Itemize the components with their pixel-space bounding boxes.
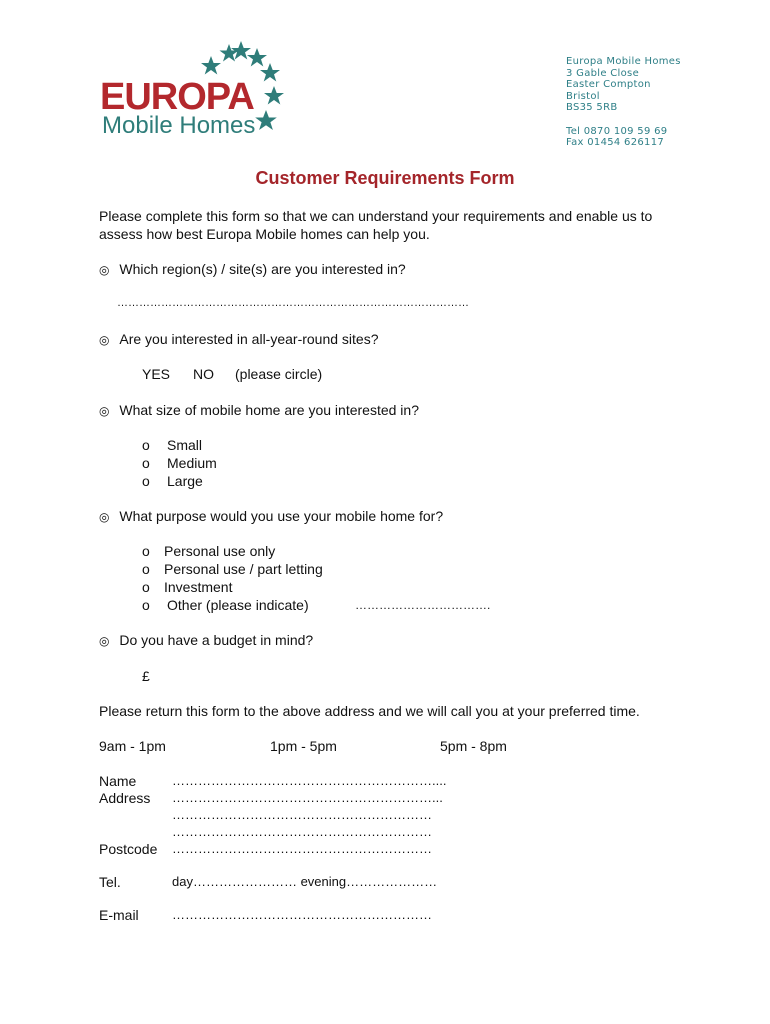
bullet-icon: ◎	[99, 263, 110, 277]
question-2-text: Are you interested in all-year-round sites?	[119, 331, 379, 347]
intro-text-2: assess how best Europa Mobile homes can help you.	[99, 226, 430, 242]
address-label: Address	[99, 790, 151, 806]
address-line: Bristol	[566, 90, 600, 102]
form-title: Customer Requirements Form	[255, 168, 515, 188]
question-3	[99, 401, 419, 420]
return-instructions: Please return this form to the above address and we will call you at your preferred time.	[99, 703, 640, 719]
tel-label: Tel.	[99, 874, 121, 890]
size-option-medium[interactable]: Medium	[167, 455, 217, 471]
purpose-option-investment[interactable]: Investment	[164, 579, 233, 595]
bullet-icon: ◎	[99, 634, 110, 648]
time-option-evening[interactable]: 5pm - 8pm	[440, 738, 507, 754]
name-field[interactable]: ……………………………………………………....	[172, 773, 447, 788]
sub-bullet-icon: o	[142, 455, 150, 471]
logo-word: EUROPA	[100, 76, 254, 118]
postcode-field[interactable]: ……………………………………………………	[172, 841, 432, 856]
question-4	[99, 507, 443, 526]
question-1-text: Which region(s) / site(s) are you interested in?	[119, 261, 406, 277]
address-line: Easter Compton	[566, 79, 651, 91]
address-line: 3 Gable Close	[566, 67, 640, 79]
region-answer-line[interactable]: ……………………………………………………………………………………	[117, 297, 469, 309]
option-yes[interactable]: YES	[142, 366, 171, 382]
question-4-text: What purpose would you use your mobile home for?	[119, 508, 444, 524]
circle-hint: (please circle)	[235, 366, 323, 382]
name-label: Name	[99, 773, 137, 789]
sub-bullet-icon: o	[142, 561, 150, 577]
tel-field[interactable]: day…………………… evening…………………	[172, 874, 438, 889]
address-field-3[interactable]: ……………………………………………………	[172, 824, 432, 839]
purpose-option-part-letting[interactable]: Personal use / part letting	[164, 561, 323, 577]
email-field[interactable]: ……………………………………………………	[172, 907, 432, 922]
question-1	[99, 260, 406, 279]
sub-bullet-icon: o	[142, 579, 150, 595]
bullet-icon: ◎	[99, 404, 110, 418]
address-line: Europa Mobile Homes	[566, 56, 681, 67]
other-answer-line[interactable]: …………………………….	[355, 598, 491, 612]
company-address	[566, 56, 681, 149]
email-label: E-mail	[99, 907, 139, 923]
address-field-2[interactable]: ……………………………………………………	[172, 807, 432, 822]
sub-bullet-icon: o	[142, 437, 150, 453]
time-option-morning[interactable]: 9am - 1pm	[99, 738, 166, 754]
address-tel: Tel 0870 109 59 69	[566, 125, 668, 137]
bullet-icon: ◎	[99, 333, 110, 347]
budget-currency[interactable]: £	[142, 668, 150, 684]
sub-bullet-icon: o	[142, 473, 150, 489]
sub-bullet-icon: o	[142, 597, 150, 613]
address-spacer	[566, 114, 681, 126]
intro-text-1: Please complete this form so that we can understand your requirements and enable us to	[99, 208, 653, 224]
size-option-small[interactable]: Small	[167, 437, 203, 453]
logo-subtitle: Mobile Homes	[102, 112, 256, 139]
time-option-afternoon[interactable]: 1pm - 5pm	[270, 738, 337, 754]
question-3-text: What size of mobile home are you interested in?	[119, 402, 419, 418]
bullet-icon: ◎	[99, 510, 110, 524]
option-no[interactable]: NO	[193, 366, 214, 382]
question-5-text: Do you have a budget in mind?	[119, 632, 314, 648]
postcode-label: Postcode	[99, 841, 158, 857]
address-field-1[interactable]: ……………………………………………………...	[172, 790, 443, 805]
address-line: BS35 5RB	[566, 102, 618, 114]
purpose-option-personal[interactable]: Personal use only	[164, 543, 276, 559]
purpose-option-other[interactable]: Other (please indicate)	[167, 597, 309, 613]
sub-bullet-icon: o	[142, 543, 150, 559]
address-fax: Fax 01454 626117	[566, 137, 665, 149]
question-5	[99, 631, 313, 650]
question-2	[99, 330, 379, 349]
size-option-large[interactable]: Large	[167, 473, 203, 489]
europa-logo	[98, 36, 298, 146]
